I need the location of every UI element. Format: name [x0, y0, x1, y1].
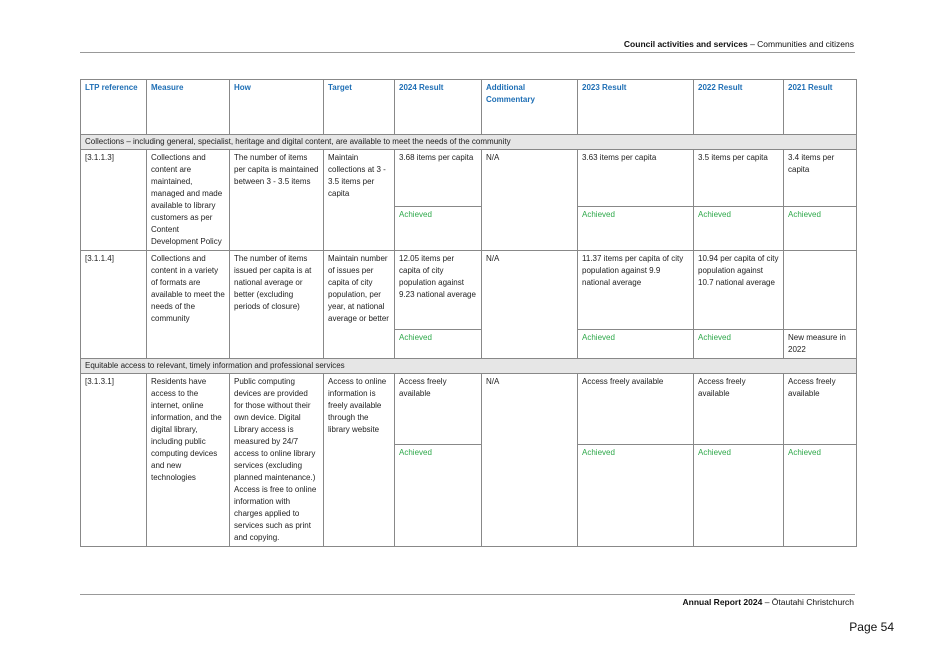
- cell-target: Access to online information is freely available through the library website: [324, 374, 395, 547]
- table-row: [81, 150, 857, 207]
- cell-2022-status: Achieved: [694, 207, 784, 251]
- col-header: 2024 Result: [395, 80, 482, 135]
- cell-2024-status: Achieved: [395, 330, 482, 359]
- cell-2022-status: Achieved: [694, 445, 784, 547]
- cell-2021-status: New measure in 2022: [784, 330, 857, 359]
- footer-rule: [80, 594, 855, 595]
- table-header-row: [81, 80, 857, 135]
- cell-2021-result: 3.4 items per capita: [784, 150, 857, 207]
- cell-2023-result: Access freely available: [578, 374, 694, 445]
- cell-ref: [3.1.3.1]: [81, 374, 147, 547]
- cell-2022-result: 3.5 items per capita: [694, 150, 784, 207]
- col-header: 2022 Result: [694, 80, 784, 135]
- cell-2023-status: Achieved: [578, 445, 694, 547]
- section-title: Equitable access to relevant, timely information and professional services: [81, 359, 857, 374]
- cell-how: The number of items per capita is maintained between 3 - 3.5 items: [230, 150, 324, 251]
- header-section: Council activities and services: [623, 39, 748, 49]
- section-row: [81, 135, 857, 150]
- section-row: [81, 359, 857, 374]
- cell-2024-status: Achieved: [395, 445, 482, 547]
- cell-2021-result: Access freely available: [784, 374, 857, 445]
- table-row: [81, 251, 857, 330]
- cell-2024-status: Achieved: [395, 207, 482, 251]
- performance-table: [80, 79, 857, 547]
- cell-2023-status: Achieved: [578, 207, 694, 251]
- running-header: [624, 39, 854, 49]
- cell-measure: Residents have access to the internet, online information, and the digital library, including public computing devices and new technologies: [147, 374, 230, 547]
- running-footer: [683, 597, 854, 607]
- cell-commentary: N/A: [482, 150, 578, 251]
- cell-how: Public computing devices are provided for those without their own device. Digital Library access is measured by 24/7 access to online library services (excluding planned maintenance.) Access is free to online information with charges applied to services such as print and copying.: [230, 374, 324, 547]
- col-header: 2023 Result: [578, 80, 694, 135]
- cell-2021-result: [784, 251, 857, 330]
- col-header: LTP reference: [81, 80, 147, 135]
- cell-2024-result: Access freely available: [395, 374, 482, 445]
- col-header: How: [230, 80, 324, 135]
- cell-commentary: N/A: [482, 374, 578, 547]
- section-title: Collections – including general, specialist, heritage and digital content, are available to meet the needs of the community: [81, 135, 857, 150]
- cell-target: Maintain number of issues per capita of city population, per year, at national average or better: [324, 251, 395, 359]
- col-header: Measure: [147, 80, 230, 135]
- table-row: [81, 374, 857, 445]
- cell-how: The number of items issued per capita is at national average or better (excluding periods of closure): [230, 251, 324, 359]
- cell-ref: [3.1.1.3]: [81, 150, 147, 251]
- cell-measure: Collections and content in a variety of formats are available to meet the needs of the community: [147, 251, 230, 359]
- cell-2021-status: Achieved: [784, 207, 857, 251]
- col-header: Target: [324, 80, 395, 135]
- page-number: Page 54: [849, 620, 894, 634]
- cell-2022-result: Access freely available: [694, 374, 784, 445]
- cell-2022-result: 10.94 per capita of city population against 10.7 national average: [694, 251, 784, 330]
- cell-target: Maintain collections at 3 - 3.5 items per capita: [324, 150, 395, 251]
- cell-ref: [3.1.1.4]: [81, 251, 147, 359]
- cell-2023-status: Achieved: [578, 330, 694, 359]
- footer-title: Annual Report 2024: [682, 597, 763, 607]
- cell-2021-status: Achieved: [784, 445, 857, 547]
- cell-2024-result: 3.68 items per capita: [395, 150, 482, 207]
- cell-commentary: N/A: [482, 251, 578, 359]
- col-header: 2021 Result: [784, 80, 857, 135]
- cell-2023-result: 11.37 items per capita of city population against 9.9 national average: [578, 251, 694, 330]
- cell-2022-status: Achieved: [694, 330, 784, 359]
- cell-2023-result: 3.63 items per capita: [578, 150, 694, 207]
- col-header: Additional Commentary: [482, 80, 578, 135]
- cell-2024-result: 12.05 items per capita of city population against 9.23 national average: [395, 251, 482, 330]
- header-rule: [80, 52, 855, 53]
- header-subsection: – Communities and citizens: [747, 39, 854, 49]
- footer-subtitle: – Ōtautahi Christchurch: [762, 597, 854, 607]
- cell-measure: Collections and content are maintained, managed and made available to library customers as per Content Development Policy: [147, 150, 230, 251]
